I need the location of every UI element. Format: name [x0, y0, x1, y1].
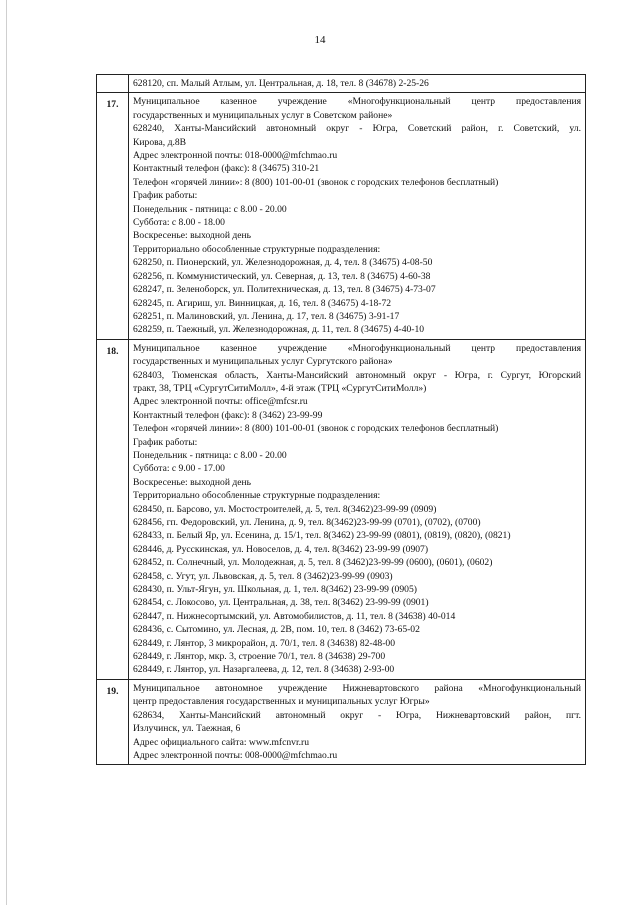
content-line: Суббота: с 8.00 - 18.00	[133, 217, 225, 229]
content-line: центр предоставления государственных и муниципальных услуг Югры»	[133, 696, 430, 708]
content-line: Адрес электронной почты: 018-0000@mfchmao.ru	[133, 150, 338, 162]
content-line: 628251, п. Малиновский, ул. Ленина, д. 17, тел. 8 (34675) 3-91-17	[133, 310, 400, 322]
table-row	[97, 679, 586, 764]
page-number: 14	[314, 34, 326, 46]
content-line: Муниципальное казенное учреждение «Многофункциональный центр предоставления	[133, 96, 581, 108]
content-line: Понедельник - пятница: с 8.00 - 20.00	[133, 449, 287, 461]
content-line: Адрес электронной почты: office@mfcsr.ru	[133, 396, 308, 408]
table-row	[97, 339, 586, 679]
row-content	[129, 93, 586, 339]
content-line: Телефон «горячей линии»: 8 (800) 101-00-01 (звонок с городских телефонов бесплатный)	[133, 423, 499, 435]
content-line: 628436, с. Сытомино, ул. Лесная, д. 2В, пом. 10, тел. 8 (3462) 73-65-02	[133, 624, 420, 636]
content-line: Территориально обособленные структурные подразделения:	[133, 243, 381, 255]
content-line: 628449, г. Лянтор, 3 микрорайон, д. 70/1, тел. 8 (34638) 82-48-00	[133, 637, 396, 649]
row-content	[129, 339, 586, 679]
content-line: График работы:	[133, 190, 198, 202]
content-line: Кирова, д.8В	[133, 136, 187, 148]
content-line: 628433, п. Белый Яр, ул. Есенина, д. 15/1, тел. 8(3462) 23-99-99 (0801), (0819), (0820), (0821)	[133, 530, 511, 542]
mfc-address-table	[96, 74, 586, 765]
content-line: 628452, п. Солнечный, ул. Молодежная, д. 5, тел. 8 (3462)23-99-99 (0600), (0601), (0602)	[133, 557, 493, 569]
row-number	[97, 75, 129, 93]
content-line: График работы:	[133, 436, 198, 448]
content-line: 628240, Ханты-Мансийский автономный округ - Югра, Советский район, г. Советский, ул.	[133, 123, 581, 135]
content-line: 628634, Ханты-Мансийский автономный округ - Югра, Нижневартовский район, пгт.	[133, 709, 581, 721]
content-line: Адрес официального сайта: www.mfcnvr.ru	[133, 736, 310, 748]
content-line: 628403, Тюменская область, Ханты-Мансийский автономный округ - Югра, г. Сургут, Югорский	[133, 369, 581, 381]
content-line: 628256, п. Коммунистический, ул. Северная, д. 13, тел. 8 (34675) 4-60-38	[133, 270, 431, 282]
row-content	[129, 679, 586, 764]
content-line: Территориально обособленные структурные подразделения:	[133, 490, 381, 502]
content-line: Излучинск, ул. Таежная, 6	[133, 723, 241, 735]
content-line: Телефон «горячей линии»: 8 (800) 101-00-01 (звонок с городских телефонов бесплатный)	[133, 176, 499, 188]
content-line: Суббота: с 9.00 - 17.00	[133, 463, 225, 475]
content-line: Воскресенье: выходной день	[133, 230, 252, 242]
content-line: Контактный телефон (факс): 8 (3462) 23-99-99	[133, 409, 323, 421]
content-line: 628247, п. Зеленоборск, ул. Политехническая, д. 13, тел. 8 (34675) 4-73-07	[133, 284, 436, 296]
row-number: 19.	[97, 679, 129, 764]
content-line: 628449, г. Лянтор, ул. Назаргалеева, д. 12, тел. 8 (34638) 2-93-00	[133, 664, 395, 676]
content-line: 628120, сп. Малый Атлым, ул. Центральная, д. 18, тел. 8 (34678) 2-25-26	[133, 78, 429, 89]
content-line: 628447, п. Нижнесортымский, ул. Автомобилистов, д. 11, тел. 8 (34638) 40-014	[133, 610, 456, 622]
content-line: 628250, п. Пионерский, ул. Железнодорожная, д. 4, тел. 8 (34675) 4-08-50	[133, 257, 433, 269]
row-content	[129, 75, 586, 93]
content-line: тракт, 38, ТРЦ «СургутСитиМолл», 4-й этаж (ТРЦ «СургутСитиМолл»)	[133, 382, 427, 394]
content-line: 628454, с. Локосово, ул. Центральная, д. 38, тел. 8(3462) 23-99-99 (0901)	[133, 597, 429, 609]
scan-edge-line	[6, 0, 7, 905]
content-line: 628245, п. Агириш, ул. Винницкая, д. 16, тел. 8 (34675) 4-18-72	[133, 297, 392, 309]
content-line: 628456, гп. Федоровский, ул. Ленина, д. 9, тел. 8(3462)23-99-99 (0701), (0702), (0700)	[133, 517, 481, 528]
content-line: 628259, п. Таежный, ул. Железнодорожная, д. 11, тел. 8 (34675) 4-40-10	[133, 324, 425, 336]
table-row	[97, 93, 586, 339]
content-line: Воскресенье: выходной день	[133, 476, 252, 488]
content-line: 628430, п. Ульт-Ягун, ул. Школьная, д. 1, тел. 8(3462) 23-99-99 (0905)	[133, 584, 417, 596]
table-row	[97, 75, 586, 93]
content-line: 628450, п. Барсово, ул. Мостостроителей, д. 5, тел. 8(3462)23-99-99 (0909)	[133, 503, 437, 515]
content-line: Муниципальное казенное учреждение «Многофункциональный центр предоставления	[133, 342, 581, 354]
content-line: государственных и муниципальных услуг Сургутского района»	[133, 356, 393, 368]
table-body	[97, 75, 586, 765]
content-line: 628446, д. Русскинская, ул. Новоселов, д. 4, тел. 8(3462) 23-99-99 (0907)	[133, 543, 429, 555]
content-line: 628449, г. Лянтор, мкр. 3, строение 70/1, тел. 8 (34638) 29-700	[133, 651, 386, 663]
row-number: 17.	[97, 93, 129, 339]
content-line: Понедельник - пятница: с 8.00 - 20.00	[133, 203, 287, 215]
content-line: Контактный телефон (факс): 8 (34675) 310-21	[133, 163, 320, 175]
content-line: 628458, с. Угут, ул. Львовская, д. 5, тел. 8 (3462)23-99-99 (0903)	[133, 570, 393, 582]
content-line: Муниципальное автономное учреждение Нижневартовского района «Многофункциональный	[133, 682, 581, 694]
row-number: 18.	[97, 339, 129, 679]
content-line: Адрес электронной почты: 008-0000@mfchmao.ru	[133, 749, 338, 761]
content-line: государственных и муниципальных услуг в Советском районе»	[133, 109, 393, 121]
